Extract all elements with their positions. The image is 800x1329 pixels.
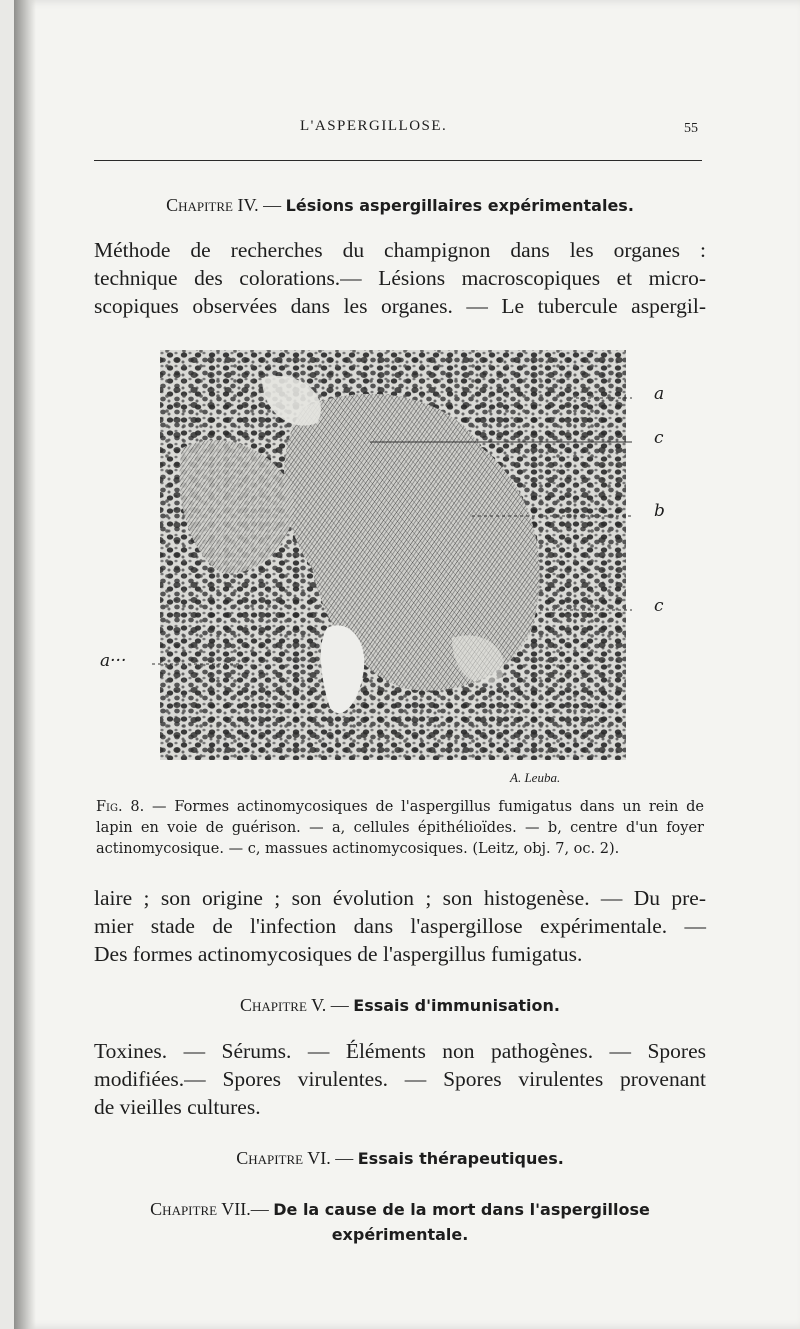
chapter-dash: — (330, 1148, 358, 1168)
caption-figure-number: Fig. 8. (96, 799, 145, 815)
chapter-title: Lésions aspergillaires expérimentales. (285, 196, 634, 215)
chapter-iv-heading (50, 195, 750, 216)
chapter-dash: — (250, 1199, 274, 1219)
chapter-number: Chapitre VII. (150, 1199, 251, 1219)
chapter-v-heading (50, 995, 750, 1016)
figure-label-a: a··· (100, 651, 127, 671)
text-line: mier stade de l'infection dans l'aspergillose expérimentale. — (94, 914, 706, 938)
figure-label-b: b (654, 501, 665, 521)
text-line: technique des colorations.— Lésions macroscopiques et micro- (94, 266, 706, 290)
chapter-iv-summary-part2 (94, 884, 706, 968)
micrograph-illustration (152, 338, 632, 770)
text-line: scopiques observées dans les organes. — Le tubercule aspergil- (94, 294, 706, 318)
micrograph-figure (152, 338, 632, 770)
text-line: modifiées.— Spores virulentes. — Spores virulentes provenant (94, 1067, 706, 1091)
chapter-title: Essais d'immunisation. (353, 996, 560, 1015)
figure-label-a: a (654, 384, 665, 404)
text-line: Des formes actinomycosiques de l'aspergillus fumigatus. (94, 942, 583, 966)
text-line: Méthode de recherches du champignon dans les organes : (94, 238, 706, 262)
figure-label-c: c (654, 428, 664, 448)
chapter-title: Essais thérapeutiques. (357, 1149, 564, 1168)
chapter-title: De la cause de la mort dans l'aspergillose (273, 1200, 650, 1219)
text-line: de vieilles cultures. (94, 1095, 261, 1119)
chapter-iv-summary-part1 (94, 236, 706, 320)
page-number: 55 (684, 121, 698, 136)
caption-line: Fig. 8. — Formes actinomycosiques de l'aspergillus fumigatus dans un rein de (96, 799, 704, 815)
figure-caption (96, 797, 704, 860)
chapter-dash: — (326, 995, 354, 1015)
chapter-title-continued: expérimentale. (331, 1225, 469, 1244)
chapter-number: Chapitre IV. (166, 195, 259, 215)
artist-signature: A. Leuba. (510, 770, 561, 785)
chapter-number: Chapitre V. (240, 995, 327, 1015)
header-rule (94, 160, 702, 161)
page-gutter-shadow (14, 0, 36, 1329)
text-line: Toxines. — Sérums. — Éléments non pathogènes. — Spores (94, 1039, 706, 1063)
chapter-v-summary (94, 1037, 706, 1121)
chapter-vi-heading (50, 1148, 750, 1169)
running-title: L'ASPERGILLOSE. (300, 118, 448, 134)
figure-label-c: c (654, 596, 664, 616)
chapter-number: Chapitre VI. (236, 1148, 331, 1168)
chapter-dash: — (258, 195, 286, 215)
caption-line: actinomycosique. — c, massues actinomycosiques. (Leitz, obj. 7, oc. 2). (96, 841, 620, 857)
caption-line: lapin en voie de guérison. — a, cellules épithélioïdes. — b, centre d'un foyer (96, 820, 704, 836)
chapter-vii-heading (50, 1197, 750, 1247)
text-line: laire ; son origine ; son évolution ; son histogenèse. — Du pre- (94, 886, 706, 910)
